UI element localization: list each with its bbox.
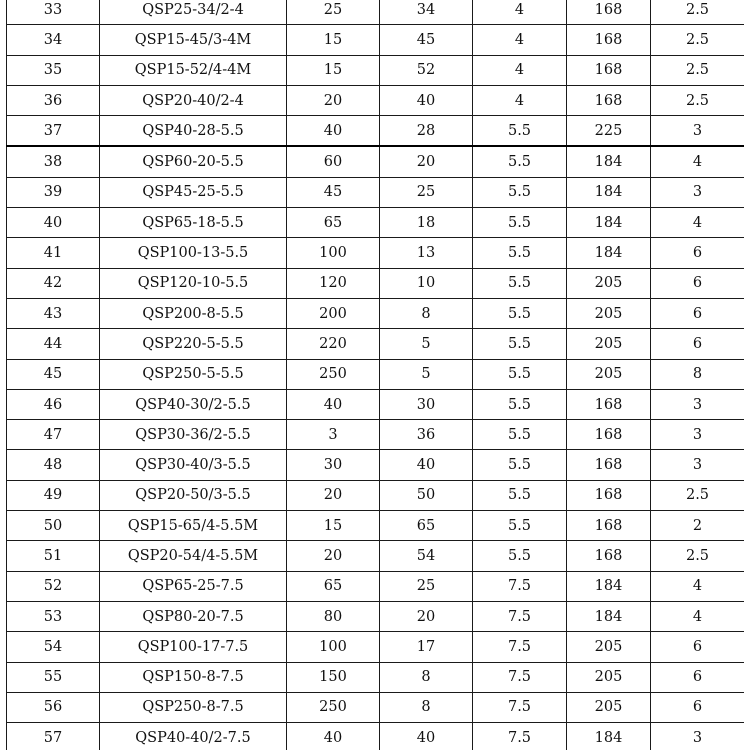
cell-flow: 45	[287, 177, 380, 207]
spec-sheet	[6, 0, 744, 750]
cell-outlet: 6	[651, 662, 745, 692]
cell-flow: 120	[287, 268, 380, 298]
cell-flow: 3	[287, 420, 380, 450]
table-row	[7, 359, 745, 389]
cell-head: 50	[380, 480, 473, 510]
cell-power: 5.5	[473, 116, 567, 147]
cell-flow: 40	[287, 723, 380, 750]
cell-diameter: 168	[567, 55, 651, 85]
cell-model: QSP60-20-5.5	[100, 146, 287, 177]
cell-model: QSP250-8-7.5	[100, 692, 287, 722]
table-row	[7, 511, 745, 541]
cell-number: 57	[7, 723, 100, 750]
table-row	[7, 389, 745, 419]
cell-head: 8	[380, 662, 473, 692]
cell-outlet: 3	[651, 389, 745, 419]
cell-outlet: 4	[651, 146, 745, 177]
cell-diameter: 168	[567, 541, 651, 571]
cell-flow: 250	[287, 359, 380, 389]
table-row	[7, 723, 745, 750]
cell-number: 49	[7, 480, 100, 510]
cell-outlet: 6	[651, 268, 745, 298]
cell-model: QSP25-34/2-4	[100, 0, 287, 25]
cell-model: QSP15-65/4-5.5M	[100, 511, 287, 541]
cell-number: 33	[7, 0, 100, 25]
cell-head: 25	[380, 177, 473, 207]
cell-number: 39	[7, 177, 100, 207]
cell-outlet: 4	[651, 571, 745, 601]
cell-head: 17	[380, 632, 473, 662]
table-row	[7, 208, 745, 238]
cell-number: 48	[7, 450, 100, 480]
cell-flow: 30	[287, 450, 380, 480]
cell-model: QSP220-5-5.5	[100, 329, 287, 359]
cell-diameter: 168	[567, 480, 651, 510]
cell-power: 5.5	[473, 298, 567, 328]
cell-model: QSP20-40/2-4	[100, 85, 287, 115]
cell-power: 7.5	[473, 723, 567, 750]
table-row	[7, 329, 745, 359]
cell-diameter: 225	[567, 116, 651, 147]
cell-model: QSP65-18-5.5	[100, 208, 287, 238]
cell-diameter: 205	[567, 268, 651, 298]
cell-power: 5.5	[473, 511, 567, 541]
cell-outlet: 3	[651, 450, 745, 480]
cell-model: QSP20-54/4-5.5M	[100, 541, 287, 571]
cell-diameter: 168	[567, 450, 651, 480]
cell-model: QSP80-20-7.5	[100, 601, 287, 631]
cell-number: 36	[7, 85, 100, 115]
table-row	[7, 692, 745, 722]
cell-outlet: 8	[651, 359, 745, 389]
cell-diameter: 184	[567, 571, 651, 601]
cell-outlet: 6	[651, 298, 745, 328]
cell-power: 7.5	[473, 662, 567, 692]
cell-power: 5.5	[473, 329, 567, 359]
cell-outlet: 3	[651, 723, 745, 750]
cell-flow: 150	[287, 662, 380, 692]
table-row	[7, 662, 745, 692]
cell-head: 8	[380, 298, 473, 328]
cell-diameter: 205	[567, 632, 651, 662]
cell-power: 4	[473, 55, 567, 85]
cell-outlet: 4	[651, 208, 745, 238]
cell-head: 36	[380, 420, 473, 450]
cell-number: 43	[7, 298, 100, 328]
cell-model: QSP150-8-7.5	[100, 662, 287, 692]
pump-spec-table	[6, 0, 744, 750]
cell-number: 44	[7, 329, 100, 359]
table-row	[7, 480, 745, 510]
cell-outlet: 6	[651, 632, 745, 662]
cell-head: 18	[380, 208, 473, 238]
cell-head: 54	[380, 541, 473, 571]
cell-flow: 20	[287, 541, 380, 571]
table-row	[7, 55, 745, 85]
cell-head: 10	[380, 268, 473, 298]
cell-diameter: 205	[567, 662, 651, 692]
cell-number: 46	[7, 389, 100, 419]
cell-model: QSP40-28-5.5	[100, 116, 287, 147]
cell-number: 35	[7, 55, 100, 85]
cell-flow: 15	[287, 25, 380, 55]
cell-flow: 220	[287, 329, 380, 359]
cell-model: QSP30-40/3-5.5	[100, 450, 287, 480]
cell-diameter: 168	[567, 389, 651, 419]
cell-power: 7.5	[473, 632, 567, 662]
cell-power: 4	[473, 0, 567, 25]
cell-number: 52	[7, 571, 100, 601]
cell-head: 8	[380, 692, 473, 722]
cell-diameter: 168	[567, 25, 651, 55]
cell-head: 40	[380, 450, 473, 480]
cell-diameter: 205	[567, 359, 651, 389]
cell-outlet: 6	[651, 238, 745, 268]
table-row	[7, 25, 745, 55]
cell-outlet: 4	[651, 601, 745, 631]
cell-model: QSP120-10-5.5	[100, 268, 287, 298]
cell-head: 65	[380, 511, 473, 541]
cell-power: 5.5	[473, 208, 567, 238]
cell-head: 5	[380, 329, 473, 359]
cell-head: 28	[380, 116, 473, 147]
table-row	[7, 85, 745, 115]
cell-number: 53	[7, 601, 100, 631]
cell-model: QSP20-50/3-5.5	[100, 480, 287, 510]
cell-flow: 100	[287, 632, 380, 662]
cell-diameter: 168	[567, 85, 651, 115]
cell-power: 5.5	[473, 541, 567, 571]
cell-head: 34	[380, 0, 473, 25]
cell-outlet: 6	[651, 329, 745, 359]
cell-model: QSP45-25-5.5	[100, 177, 287, 207]
cell-power: 5.5	[473, 268, 567, 298]
cell-number: 54	[7, 632, 100, 662]
cell-model: QSP65-25-7.5	[100, 571, 287, 601]
cell-head: 13	[380, 238, 473, 268]
cell-power: 5.5	[473, 420, 567, 450]
cell-flow: 15	[287, 55, 380, 85]
cell-flow: 250	[287, 692, 380, 722]
cell-number: 47	[7, 420, 100, 450]
cell-diameter: 184	[567, 208, 651, 238]
cell-flow: 80	[287, 601, 380, 631]
cell-diameter: 205	[567, 298, 651, 328]
table-row	[7, 541, 745, 571]
cell-diameter: 184	[567, 146, 651, 177]
cell-outlet: 2.5	[651, 85, 745, 115]
cell-outlet: 2.5	[651, 480, 745, 510]
cell-number: 41	[7, 238, 100, 268]
cell-diameter: 184	[567, 177, 651, 207]
cell-outlet: 3	[651, 420, 745, 450]
table-row	[7, 420, 745, 450]
cell-power: 4	[473, 85, 567, 115]
table-row	[7, 298, 745, 328]
cell-outlet: 3	[651, 177, 745, 207]
cell-model: QSP100-13-5.5	[100, 238, 287, 268]
cell-flow: 20	[287, 480, 380, 510]
table-row	[7, 116, 745, 147]
cell-diameter: 168	[567, 420, 651, 450]
cell-number: 34	[7, 25, 100, 55]
cell-flow: 40	[287, 116, 380, 147]
cell-model: QSP250-5-5.5	[100, 359, 287, 389]
cell-power: 5.5	[473, 450, 567, 480]
cell-power: 5.5	[473, 389, 567, 419]
cell-number: 50	[7, 511, 100, 541]
cell-power: 5.5	[473, 146, 567, 177]
cell-power: 4	[473, 25, 567, 55]
table-row	[7, 238, 745, 268]
cell-head: 52	[380, 55, 473, 85]
cell-head: 40	[380, 85, 473, 115]
cell-number: 40	[7, 208, 100, 238]
cell-number: 56	[7, 692, 100, 722]
cell-power: 5.5	[473, 177, 567, 207]
cell-diameter: 205	[567, 692, 651, 722]
cell-model: QSP100-17-7.5	[100, 632, 287, 662]
cell-flow: 15	[287, 511, 380, 541]
cell-head: 40	[380, 723, 473, 750]
cell-model: QSP40-30/2-5.5	[100, 389, 287, 419]
cell-flow: 65	[287, 571, 380, 601]
table-row	[7, 450, 745, 480]
table-row	[7, 146, 745, 177]
cell-head: 30	[380, 389, 473, 419]
cell-flow: 200	[287, 298, 380, 328]
cell-power: 5.5	[473, 480, 567, 510]
cell-head: 45	[380, 25, 473, 55]
cell-model: QSP15-52/4-4M	[100, 55, 287, 85]
cell-flow: 60	[287, 146, 380, 177]
cell-head: 20	[380, 146, 473, 177]
cell-number: 37	[7, 116, 100, 147]
table-row	[7, 601, 745, 631]
cell-outlet: 2.5	[651, 55, 745, 85]
cell-flow: 20	[287, 85, 380, 115]
cell-power: 7.5	[473, 601, 567, 631]
cell-diameter: 168	[567, 0, 651, 25]
cell-number: 45	[7, 359, 100, 389]
cell-power: 7.5	[473, 571, 567, 601]
table-row	[7, 632, 745, 662]
cell-head: 20	[380, 601, 473, 631]
cell-head: 5	[380, 359, 473, 389]
cell-flow: 25	[287, 0, 380, 25]
cell-outlet: 2	[651, 511, 745, 541]
cell-diameter: 205	[567, 329, 651, 359]
cell-flow: 65	[287, 208, 380, 238]
cell-number: 42	[7, 268, 100, 298]
cell-outlet: 2.5	[651, 0, 745, 25]
cell-diameter: 184	[567, 723, 651, 750]
cell-model: QSP40-40/2-7.5	[100, 723, 287, 750]
cell-outlet: 6	[651, 692, 745, 722]
cell-power: 5.5	[473, 359, 567, 389]
cell-diameter: 184	[567, 601, 651, 631]
cell-diameter: 168	[567, 511, 651, 541]
cell-number: 38	[7, 146, 100, 177]
cell-model: QSP30-36/2-5.5	[100, 420, 287, 450]
cell-number: 55	[7, 662, 100, 692]
cell-outlet: 2.5	[651, 541, 745, 571]
cell-number: 51	[7, 541, 100, 571]
cell-flow: 40	[287, 389, 380, 419]
cell-outlet: 3	[651, 116, 745, 147]
cell-diameter: 184	[567, 238, 651, 268]
table-row	[7, 268, 745, 298]
cell-head: 25	[380, 571, 473, 601]
cell-outlet: 2.5	[651, 25, 745, 55]
cell-power: 5.5	[473, 238, 567, 268]
table-row	[7, 571, 745, 601]
table-row	[7, 177, 745, 207]
cell-power: 7.5	[473, 692, 567, 722]
cell-flow: 100	[287, 238, 380, 268]
cell-model: QSP15-45/3-4M	[100, 25, 287, 55]
cell-model: QSP200-8-5.5	[100, 298, 287, 328]
table-row	[7, 0, 745, 25]
